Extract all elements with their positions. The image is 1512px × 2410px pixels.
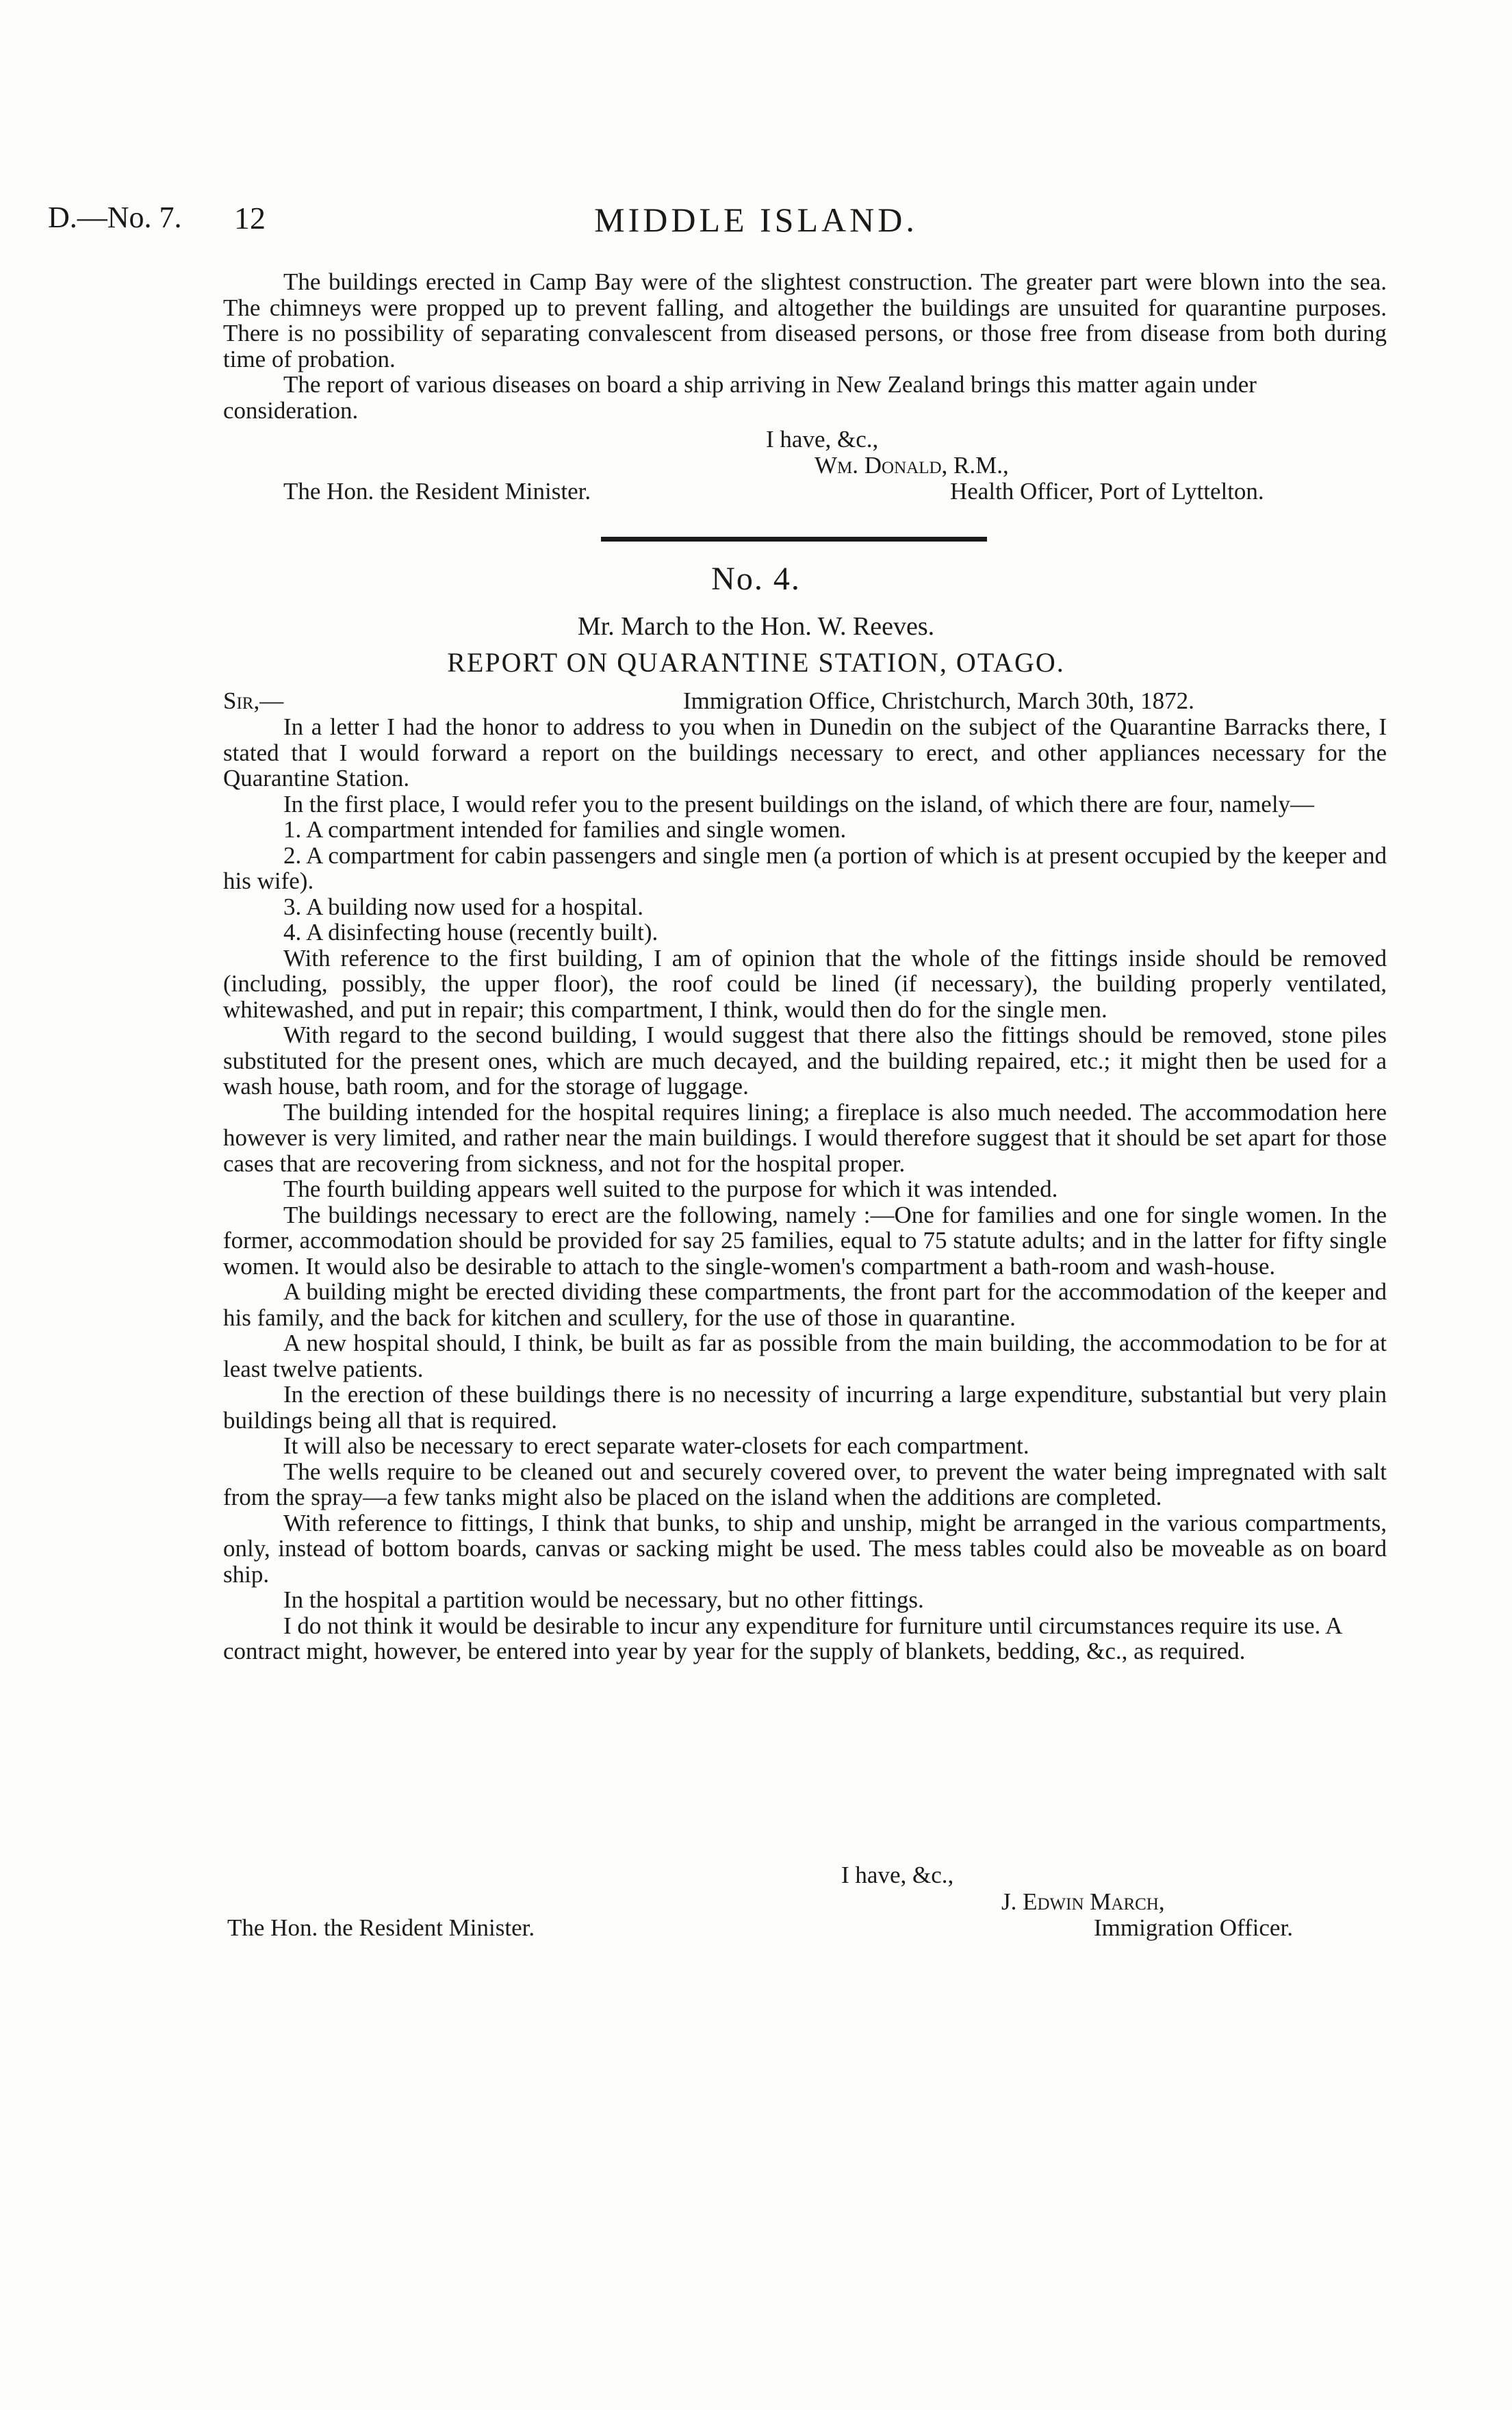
paragraph: A building might be erected dividing these compartments, the front part for the accommodation of the keeper and his family, and the back for kitchen and scullery, for the use of those in quarantine.	[223, 1278, 1387, 1331]
addressee: The Hon. the Resident Minister.	[227, 1914, 535, 1941]
section-divider	[601, 537, 987, 542]
letter-subject: REPORT ON QUARANTINE STATION, OTAGO.	[447, 647, 1065, 678]
list-item: 1. A compartment intended for families and single women.	[283, 816, 847, 843]
paragraph: The report of various diseases on board a ship arriving in New Zealand brings this matter again under consideration.	[223, 371, 1257, 424]
paragraph: In the erection of these buildings there is no necessity of incurring a large expenditure, substantial but very plain buildings being all that is required.	[223, 1381, 1387, 1434]
paragraph: In a letter I had the honor to address to you when in Dunedin on the subject of the Quarantine Barracks there, I stated that I would forward a report on the buildings necessary to erect, and other appliances necessary for the Quarantine Station.	[223, 713, 1387, 791]
paragraph: A new hospital should, I think, be built as far as possible from the main building, the accommodation to be for at least twelve patients.	[223, 1330, 1387, 1382]
document-id: D.—No. 7.	[48, 201, 182, 234]
list-item: 2. A compartment for cabin passengers and single men (a portion of which is at present occupied by the keeper and his wife).	[223, 841, 1387, 894]
closing-line: I have, &c.,	[766, 426, 879, 453]
running-title: MIDDLE ISLAND.	[594, 201, 918, 239]
page-number: 12	[234, 201, 266, 236]
paragraph: The building intended for the hospital requires lining; a fireplace is also much needed. The accommodation here however is very limited, and rather near the main buildings. I would therefore suggest that it should be set apart for those cases that are recovering from sickness, and not for the hospital proper.	[223, 1098, 1387, 1177]
letter-body	[223, 714, 1387, 1664]
paragraph: It will also be necessary to erect separate water-closets for each compartment.	[283, 1432, 1029, 1459]
letter-number: No. 4.	[711, 561, 801, 597]
signatory-title: Immigration Officer.	[1094, 1914, 1293, 1941]
paragraph: With regard to the second building, I would suggest that there also the fittings should be removed, stone piles substituted for the present ones, which are much decayed, and the building repaired, etc.; it might then be used for a wash house, bath room, and for the storage of luggage.	[223, 1022, 1387, 1100]
paragraph: With reference to the first building, I am of opinion that the whole of the fittings inside should be removed (including, possibly, the upper floor), the roof could be lined (if necessary), the building properly ventilated, whitewashed, and put in repair; this compartment, I think, would then do for the single men.	[223, 944, 1387, 1023]
page-header	[0, 200, 1512, 241]
salutation: Sir,—	[223, 687, 284, 714]
signatory-name: Wm. Donald, R.M.,	[815, 452, 1009, 479]
closing-line: I have, &c.,	[841, 1862, 954, 1888]
signatory-title: Health Officer, Port of Lyttelton.	[950, 478, 1264, 505]
paragraph: The wells require to be cleaned out and securely covered over, to prevent the water being impregnated with salt from the spray—a few tanks might also be placed on the island when the additions are completed.	[223, 1458, 1387, 1510]
paragraph: In the first place, I would refer you to the present buildings on the island, of which there are four, namely—	[283, 790, 1315, 817]
dateline: Immigration Office, Christchurch, March 30th, 1872.	[683, 687, 1194, 714]
addressee: The Hon. the Resident Minister.	[283, 478, 591, 505]
list-item: 3. A building now used for a hospital.	[283, 893, 643, 920]
paragraph: In the hospital a partition would be necessary, but no other fittings.	[283, 1586, 924, 1613]
list-item: 4. A disinfecting house (recently built).	[283, 919, 658, 946]
signatory-name: J. Edwin March,	[1001, 1888, 1165, 1915]
previous-letter-body	[223, 269, 1387, 423]
paragraph: I do not think it would be desirable to incur any expenditure for furniture until circumstances require its use. A contract might, however, be entered into year by year for the supply of blankets, bedding, &c., as required.	[223, 1612, 1342, 1664]
paragraph: The buildings erected in Camp Bay were of the slightest construction. The greater part were blown into the sea. The chimneys were propped up to prevent falling, and altogether the buildings are unsuited for quarantine purposes. There is no possibility of separating convalescent from diseased persons, or those free from disease from both during time of probation.	[223, 268, 1387, 372]
paragraph: With reference to fittings, I think that bunks, to ship and unship, might be arranged in the various compartments, only, instead of bottom boards, canvas or sacking might be used. The mess tables could also be moveable as on board ship.	[223, 1509, 1387, 1588]
letter-from-to: Mr. March to the Hon. W. Reeves.	[577, 612, 935, 641]
paragraph: The fourth building appears well suited to the purpose for which it was intended.	[283, 1176, 1058, 1202]
paragraph: The buildings necessary to erect are the following, namely :—One for families and one for single women. In the former, accommodation should be provided for say 25 families, equal to 75 statute adults; and in the latter for fifty single women. It would also be desirable to attach to the single-women's compartment a bath-room and wash-house.	[223, 1201, 1387, 1280]
